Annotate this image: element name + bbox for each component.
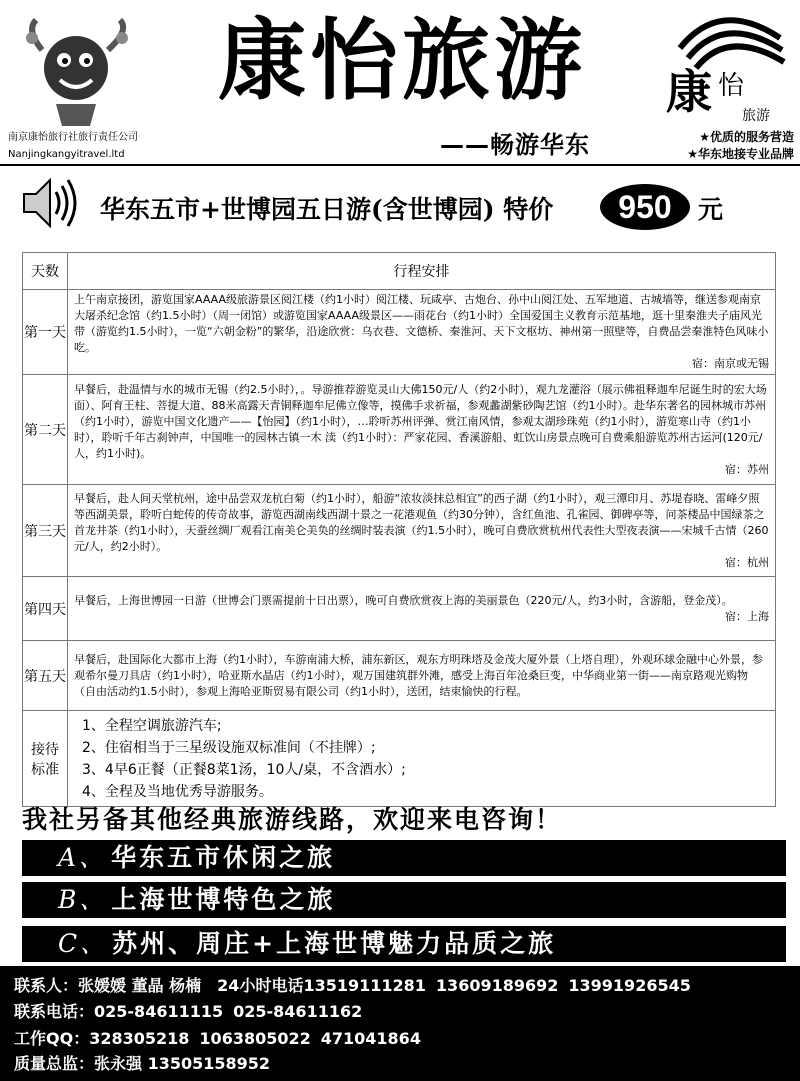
stay-text: 宿：苏州 — [725, 462, 769, 476]
logo-char-travel: 旅游 — [742, 108, 770, 124]
service-standard-row — [23, 711, 776, 807]
plan-text: 早餐后，赴国际化大都市上海（约1小时），车游南浦大桥，浦东新区，观东方明珠塔及金茂大厦外景（上塔自理），外观环球金融中心外景，参观希尔曼刀具店（约1小时），哈亚斯水晶店（约1小时），观万国建筑群外滩，感受上海百年沧桑巨变，中华商业第一街——南京路观光购物（自由活动约1.5小时），参观上海哈亚斯贸易有限公司（约1小时），送团，结束愉快的行程。 — [74, 652, 763, 698]
slogan: ——畅游华东 — [440, 131, 590, 159]
stay-text: 宿：上海 — [725, 609, 769, 623]
table-row — [23, 577, 776, 641]
qq-number: 328305218 — [89, 1029, 190, 1048]
company-name-cn: 南京康怡旅行社旅行责任公司 — [8, 132, 138, 143]
route-name: 华东五市休闲之旅 — [111, 843, 336, 872]
itinerary-table — [22, 252, 776, 807]
logo-char-yi: 怡 — [718, 71, 745, 101]
feature-service: ★优质的服务营造 — [699, 130, 794, 144]
hotline-number: 13519111281 — [303, 976, 426, 995]
price-badge: 950 — [600, 184, 690, 230]
header-divider — [0, 164, 800, 166]
day-plan — [68, 375, 776, 485]
standard-item: 1、全程空调旅游汽车; — [82, 717, 222, 734]
brand-title: 康怡旅游 — [218, 8, 587, 112]
day-label: 第二天 — [23, 375, 68, 485]
supervisor-label: 质量总监： — [14, 1054, 95, 1073]
phone-label: 联系电话： — [14, 1002, 95, 1021]
contacts-row — [14, 974, 701, 998]
day-plan — [68, 290, 776, 375]
header-plan: 行程安排 — [68, 253, 776, 290]
supervisor-contact: 张永强 13505158952 — [94, 1054, 271, 1073]
standard-item: 2、住宿相当于三星级设施双标准间（不挂牌）; — [82, 739, 376, 756]
standard-list — [68, 711, 776, 807]
route-a-banner — [22, 840, 786, 876]
plan-text: 上午南京接团，游览国家AAAA级旅游景区阅江楼（约1小时）阅江楼、玩咸亭、古炮台、孙中山阅江处、五军地道、古城墙等，继送参观南京大屠杀纪念馆（约1.5小时）（周一闭馆）或游览国家AAAA级景区——雨花台（约1小时）全国爱国主义教育示范基地，逛十里秦淮夫子庙风光带（游览约1.5小时），一览“六朝金粉”的繁华，沿途欣赏：乌衣巷、文德桥、秦淮河、天下文枢坊、神州第一照壁等，自费品尝秦淮特色风味小吃。 — [74, 293, 769, 354]
day-plan — [68, 485, 776, 577]
supervisor-row — [14, 1052, 280, 1076]
day-label: 第四天 — [23, 577, 68, 641]
phone-number: 025-84611162 — [233, 1002, 363, 1021]
logo-char-kang: 康 — [666, 65, 712, 119]
plan-text: 早餐后，上海世博园一日游（世博会门票需提前十日出票），晚可自费欣赏夜上海的美丽景色（220元/人，约3小时，含游船，登金茂）。 — [74, 593, 733, 607]
feature-brand: ★华东地接专业品牌 — [687, 147, 794, 161]
plan-text: 早餐后，赴温情与水的城市无锡（约2.5小时），。导游推荐游览灵山大佛150元/人（约2小时），观九龙灌浴（展示佛祖释迦牟尼诞生时的宏大场面）、阿育王柱、菩提大道、88米高露天青铜释迦牟尼佛立像等，摸佛手求祈福，参观蠡湖紫砂陶艺馆（约1小时）。赴华东著名的园林城市苏州（约1小时），游览中国文化遗产——【怡园】（约1小时），…聆听苏州评弹、赏江南风情，参观太湖珍珠苑（约1小时），游览寒山寺（约1小时），聆听千年古刹钟声，中国唯一的园林古镇一木 渎（约1小时）：严家花园、香溪游船、虹饮山房景点晚可自费乘船游览苏州古运河(120元/人，约1小时)。 — [74, 382, 767, 460]
route-name: 苏州、周庄+上海世博魅力品质之旅 — [112, 929, 557, 958]
phone-number: 025-84611115 — [94, 1002, 224, 1021]
route-c-banner — [22, 926, 786, 962]
price-unit: 元 — [698, 195, 724, 224]
hotline-number: 13609189692 — [435, 976, 559, 995]
stay-text: 宿：杭州 — [725, 555, 769, 569]
company-name-en: Nanjingkangyitravel.ltd — [8, 149, 125, 160]
kangyi-logo — [660, 8, 790, 128]
speaker-icon — [22, 174, 78, 232]
table-header-row — [23, 253, 776, 290]
day-label: 第一天 — [23, 290, 68, 375]
header-day: 天数 — [23, 253, 68, 290]
route-letter: A、 — [58, 843, 108, 872]
route-letter: C、 — [58, 929, 109, 958]
standard-item: 4、全程及当地优秀导游服务。 — [82, 783, 273, 800]
standard-label: 接待标准 — [23, 711, 68, 807]
stay-text: 宿：南京或无锡 — [692, 357, 769, 370]
hotline-number: 13991926545 — [568, 976, 691, 995]
table-row — [23, 290, 776, 375]
plan-text: 早餐后，赴人间天堂杭州，途中品尝双龙杭白菊（约1小时），船游“浓妆淡抹总相宜”的西子湖（约1小时），观三潭印月、苏堤春晓、雷峰夕照等西湖美景，聆听白蛇传的传奇故事，游览西湖南线西湖十景之一花港观鱼（约30分钟），含红鱼池、孔雀园、御碑亭等，问茶楼品中国绿茶之首龙井茶（约1小时），天蚕丝绸厂观看江南美仑美奂的丝绸时装表演（约1.5小时），晚可自费欣赏杭州代表性大型夜表演——宋城千古情（260元/人，约2小时）。 — [74, 491, 769, 553]
phones-row — [14, 1000, 372, 1024]
qq-row — [14, 1027, 431, 1051]
route-name: 上海世博特色之旅 — [111, 885, 336, 914]
promo-headline: 我社另备其他经典旅游线路，欢迎来电咨询！ — [22, 805, 563, 834]
mascot-logo — [12, 10, 142, 130]
contact-footer — [0, 966, 800, 1081]
qq-number: 471041864 — [320, 1029, 421, 1048]
table-row — [23, 641, 776, 711]
day-label: 第三天 — [23, 485, 68, 577]
day-label: 第五天 — [23, 641, 68, 711]
table-row — [23, 485, 776, 577]
standard-item: 3、4早6正餐（正餐8菜1汤，10人/桌，不含酒水）; — [82, 761, 406, 778]
table-row — [23, 375, 776, 485]
hotline-label: 24小时电话 — [217, 976, 304, 995]
qq-label: 工作QQ： — [14, 1029, 90, 1048]
tour-headline: 华东五市+世博园五日游(含世博园) 特价 — [100, 195, 554, 224]
contacts-names: 张媛媛 董晶 杨楠 — [78, 976, 202, 995]
contacts-label: 联系人： — [14, 976, 79, 995]
day-plan — [68, 641, 776, 711]
route-letter: B、 — [58, 885, 108, 914]
route-b-banner — [22, 882, 786, 918]
day-plan — [68, 577, 776, 641]
qq-number: 1063805022 — [199, 1029, 311, 1048]
